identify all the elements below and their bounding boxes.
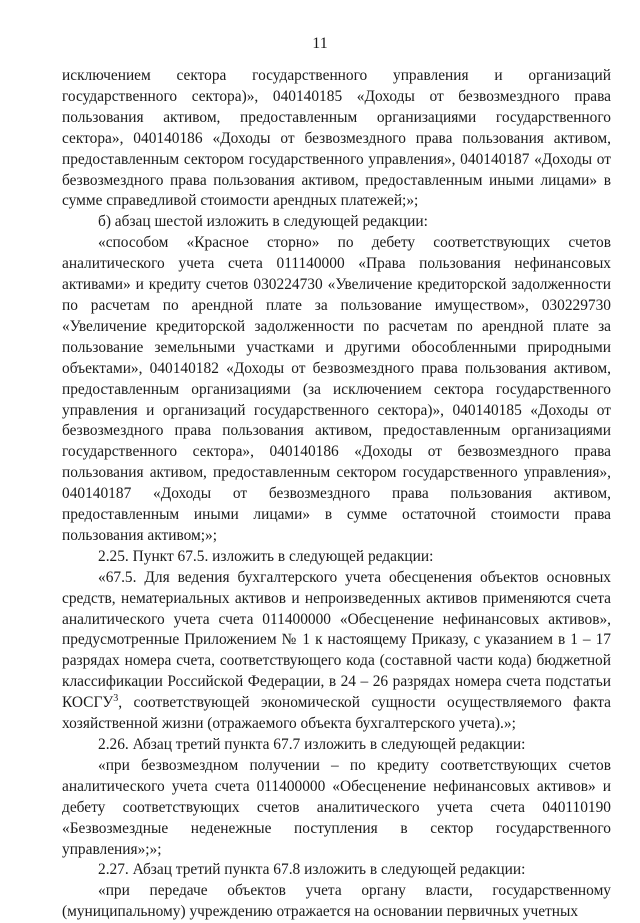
paragraph-2-instruction: б) абзац шестой изложить в следующей редакции: [98, 213, 428, 231]
paragraph-8-section-2-27: 2.27. Абзац третий пункта 67.8 изложить в следующей редакции: [98, 861, 526, 879]
paragraph-5-text-after-footnote: , соответствующей экономической сущности осуществляемого факта хозяйственной жизни (отражаемого объекта бухгалтерского учета).»; [62, 694, 611, 733]
paragraph-4-section-2-25: 2.25. Пункт 67.5. изложить в следующей редакции: [98, 547, 434, 565]
paragraph-6-section-2-26: 2.26. Абзац третий пункта 67.7 изложить в следующей редакции: [98, 736, 526, 753]
document-body [62, 66, 611, 923]
footnote-reference: 3 [113, 693, 119, 705]
paragraph-9-quoted-text: «при передаче объектов учета органу власти, государственному (муниципальному) учреждению отражается на основании первичных учетных [62, 882, 611, 921]
page-number: 11 [312, 35, 328, 52]
paragraph-5-text-before-footnote: «67.5. Для ведения бухгалтерского учета обесценения объектов основных средств, нематериальных активов и непроизведенных активов применяются счета аналитического учета счета 011400000 «Обесценение нефинансовых активов», предусмотренные Приложением № 1 к настоящему Приказу, с указанием в 1 – 17 разрядах номера счета, соответствующего кода (составной части кода) бюджетной классификации Российской Федерации, в 24 – 26 разрядах номера счета подстатьи КОСГУ [62, 568, 611, 712]
paragraph-7-quoted-text: «при безвозмездном получении – по кредиту соответствующих счетов аналитического учета счета 011400000 «Обесценение нефинансовых активов» и дебету соответствующих счетов аналитического учета счета 040110190 «Безвозмездные неденежные поступления в сектор государственного управления»;»; [62, 756, 611, 858]
paragraph-5-quoted-text [62, 568, 611, 735]
paragraph-3-quoted-text: «способом «Красное сторно» по дебету соответствующих счетов аналитического учета счета 011140000 «Права пользования нефинансовых активами» и кредиту счетов 030224730 «Увеличение кредиторской задолженности по расчетам по арендной плате за пользование имуществом», 030229730 «Увеличение кредиторской задолженности по расчетам по арендной плате за пользование земельными участками и другими обособленными природными объектами», 040140182 «Доходы от безвозмездного права пользования активом, предоставленным организациями (за исключением сектора государственного управления и организаций государственного сектора)», 040140185 «Доходы от безвозмездного права пользования активом, предоставленным организациями государственного сектора», 040140186 «Доходы от безвозмездного права пользования активом, предоставленным сектором государственного управления», 040140187 «Доходы от безвозмездного права пользования активом, предоставленным иными лицами» в сумме остаточной стоимости права пользования активом;»; [62, 234, 611, 544]
paragraph-1-continuation: исключением сектора государственного управления и организаций государственного сектора)», 040140185 «Доходы от безвозмездного права пользования активом, предоставленным организациями государственного сектора», 040140186 «Доходы от безвозмездного права пользования активом, предоставленным сектором государственного управления», 040140187 «Доходы от безвозмездного права пользования активом, предоставленным иными лицами» в сумме справедливой стоимости арендных платежей;»; [62, 67, 611, 210]
